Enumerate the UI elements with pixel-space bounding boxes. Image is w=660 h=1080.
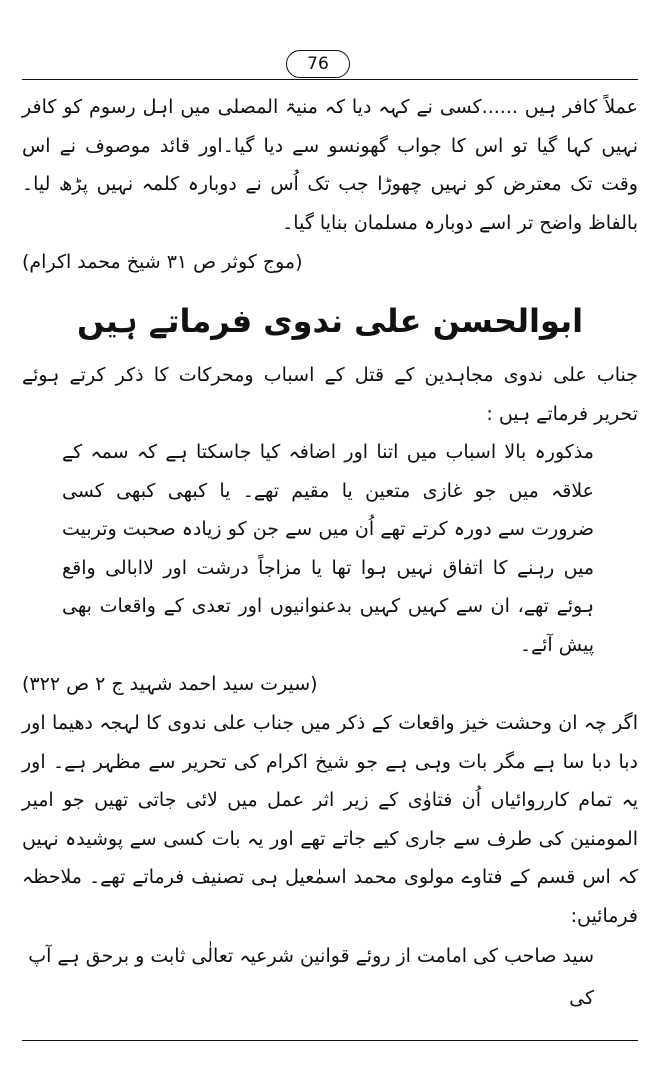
top-rule bbox=[22, 79, 638, 80]
citation-1: (موج کوثر ص ۳۱ شیخ محمد اکرام) bbox=[22, 251, 303, 273]
citation-2: (سیرت سید احمد شہید ج ۲ ص ۳۲۲) bbox=[22, 673, 318, 695]
paragraph-2: اگر چہ ان وحشت خیز واقعات کے ذکر میں جناب علی ندوی کا لہجہ دھیما اور دبا دبا سا ہے مگر بات وہی ہے جو شیخ اکرام کی تحریر سے مظہر ہے۔ اور یہ تمام کارروائیاں اُن فتاوٰی کے زیر اثر عمل میں لائی جاتی تھیں جو امیر المومنین کی طرف سے جاری کیے جاتے تھے اور یہ بات کسی سے پوشیدہ نہیں کہ اس قسم کے فتاوے مولوی محمد اسمٰعیل ہی تصنیف فرماتے تھے۔ ملاحظہ فرمائیں: bbox=[22, 712, 638, 927]
section-heading: ابوالحسن علی ندوی فرماتے ہیں bbox=[76, 302, 584, 340]
page-number: 76 bbox=[286, 50, 350, 78]
page-content bbox=[22, 88, 638, 1019]
paragraph-1: عملاً کافر ہیں ......کسی نے کہہ دیا کہ منیۃ المصلی میں اہل رسوم کو کافر نہیں کہا گیا تو اس کا جواب گھونسو سے دیا گیا۔اور قائد موصوف نے اس وقت تک معترض کو نہیں چھوڑا جب تک اُس نے دوبارہ کلمہ نہیں پڑھ لیا۔ بالفاظ واضح تر اسے دوبارہ مسلمان بنایا گیا۔ bbox=[22, 96, 638, 234]
block-quote: مذکورہ بالا اسباب میں اتنا اور اضافہ کیا جاسکتا ہے کہ سمہ کے علاقہ میں جو غازی متعین یا مقیم تھے۔ یا کبھی کبھی کسی ضرورت سے دورہ کرتے تھے اُن میں سے جن کو زیادہ صحبت وتربیت میں رہنے کا اتفاق نہیں ہوا تھا یا مزاجاً درشت اور لاابالی واقع ہوئے تھے، ان سے کہیں کہیں بدعنوانیوں اور تعدی کے واقعات بھی پیش آئے۔ bbox=[62, 441, 594, 656]
bottom-rule bbox=[22, 1040, 638, 1041]
intro-paragraph: جناب علی ندوی مجاہدین کے قتل کے اسباب ومحرکات کا ذکر کرتے ہوئے تحریر فرماتے ہیں : bbox=[22, 364, 638, 425]
final-line: سید صاحب کی امامت از روئے قوانین شرعیہ تعالٰی ثابت و برحق ہے آپ کی bbox=[28, 945, 594, 1009]
